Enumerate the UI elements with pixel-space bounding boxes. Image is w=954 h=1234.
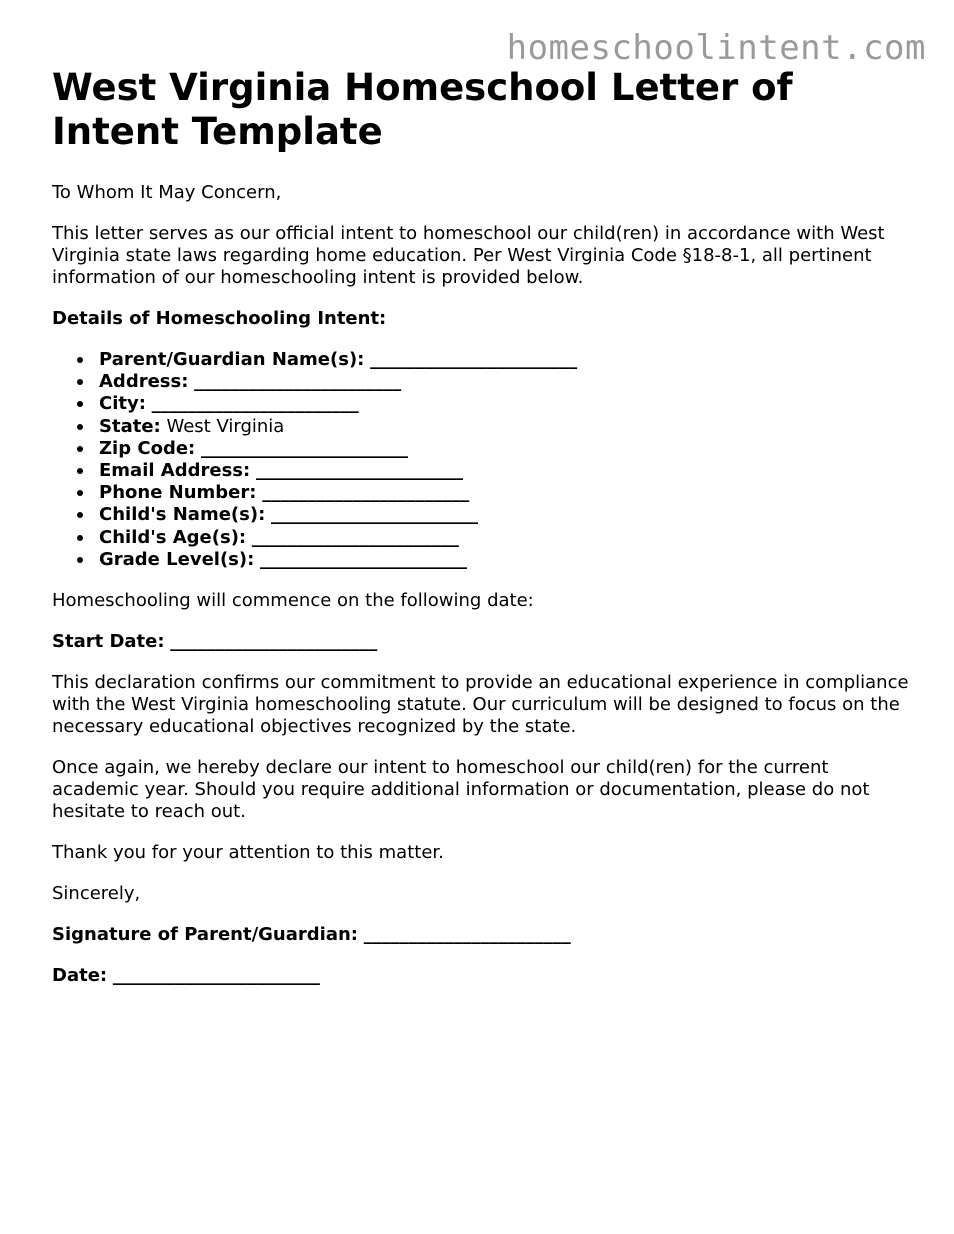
document-title: West Virginia Homeschool Letter of Intent Template	[52, 66, 793, 153]
signature-line	[52, 924, 912, 946]
field-label: Phone Number:	[99, 482, 257, 504]
field-phone-number	[99, 482, 912, 504]
fill-in-blank[interactable]: _______________________	[151, 393, 359, 415]
field-child-names	[99, 504, 912, 526]
field-label: Address:	[99, 371, 189, 393]
field-city	[99, 393, 912, 415]
fill-in-blank[interactable]: _______________________	[255, 460, 463, 482]
fill-in-blank[interactable]: _______________________	[251, 526, 459, 548]
date-blank[interactable]: _______________________	[112, 965, 320, 987]
closing-text: Sincerely,	[52, 883, 141, 905]
intro-paragraph: This letter serves as our official intent to homeschool our child(ren) in accordance with West Virginia state laws regarding home education. Per West Virginia Code §18-8-1, all pertinent information of our homeschooling intent is provided below.	[52, 223, 885, 288]
reaffirm-paragraph: Once again, we hereby declare our intent to homeschool our child(ren) for the current academic year. Should you require additional information or documentation, please do not hesitate to reach out.	[52, 757, 870, 823]
thanks-text: Thank you for your attention to this matter.	[52, 842, 444, 864]
details-list	[52, 349, 912, 571]
fill-in-blank[interactable]: _______________________	[200, 437, 408, 459]
watermark: homeschoolintent.com	[506, 28, 926, 68]
field-child-ages	[99, 527, 912, 549]
field-label: State:	[99, 415, 161, 437]
field-label: Grade Level(s):	[99, 548, 255, 570]
field-label: Child's Age(s):	[99, 526, 247, 548]
fill-in-blank[interactable]: _______________________	[262, 482, 470, 504]
field-label: Child's Name(s):	[99, 504, 266, 526]
fill-in-blank[interactable]: _______________________	[370, 349, 578, 370]
field-state	[99, 416, 912, 438]
field-address	[99, 371, 912, 393]
start-date-label: Start Date:	[52, 631, 165, 653]
field-grade-levels	[99, 549, 912, 571]
start-date-line	[52, 631, 912, 653]
field-parent-guardian-names	[99, 349, 912, 371]
field-label: Zip Code:	[99, 437, 196, 459]
declaration-paragraph: This declaration confirms our commitment to provide an educational experience in compliance with the West Virginia homeschooling statute. Our curriculum will be designed to focus on the necessary educational objectives recognized by the state.	[52, 672, 909, 738]
field-label: Parent/Guardian Name(s):	[99, 349, 365, 370]
fill-in-blank[interactable]: _______________________	[260, 548, 468, 570]
field-zip-code	[99, 438, 912, 460]
field-label: Email Address:	[99, 460, 251, 482]
signature-blank[interactable]: _______________________	[363, 924, 571, 946]
start-date-blank[interactable]: _______________________	[170, 631, 378, 653]
field-value: West Virginia	[166, 415, 285, 437]
commence-text: Homeschooling will commence on the following date:	[52, 590, 534, 612]
date-line	[52, 965, 912, 987]
greeting: To Whom It May Concern,	[52, 182, 282, 203]
date-label: Date:	[52, 965, 108, 987]
letter-document	[52, 66, 912, 987]
details-heading: Details of Homeschooling Intent:	[52, 308, 387, 329]
field-email-address	[99, 460, 912, 482]
signature-label: Signature of Parent/Guardian:	[52, 924, 358, 946]
fill-in-blank[interactable]: _______________________	[271, 504, 479, 526]
field-label: City:	[99, 393, 146, 415]
fill-in-blank[interactable]: _______________________	[194, 371, 402, 393]
